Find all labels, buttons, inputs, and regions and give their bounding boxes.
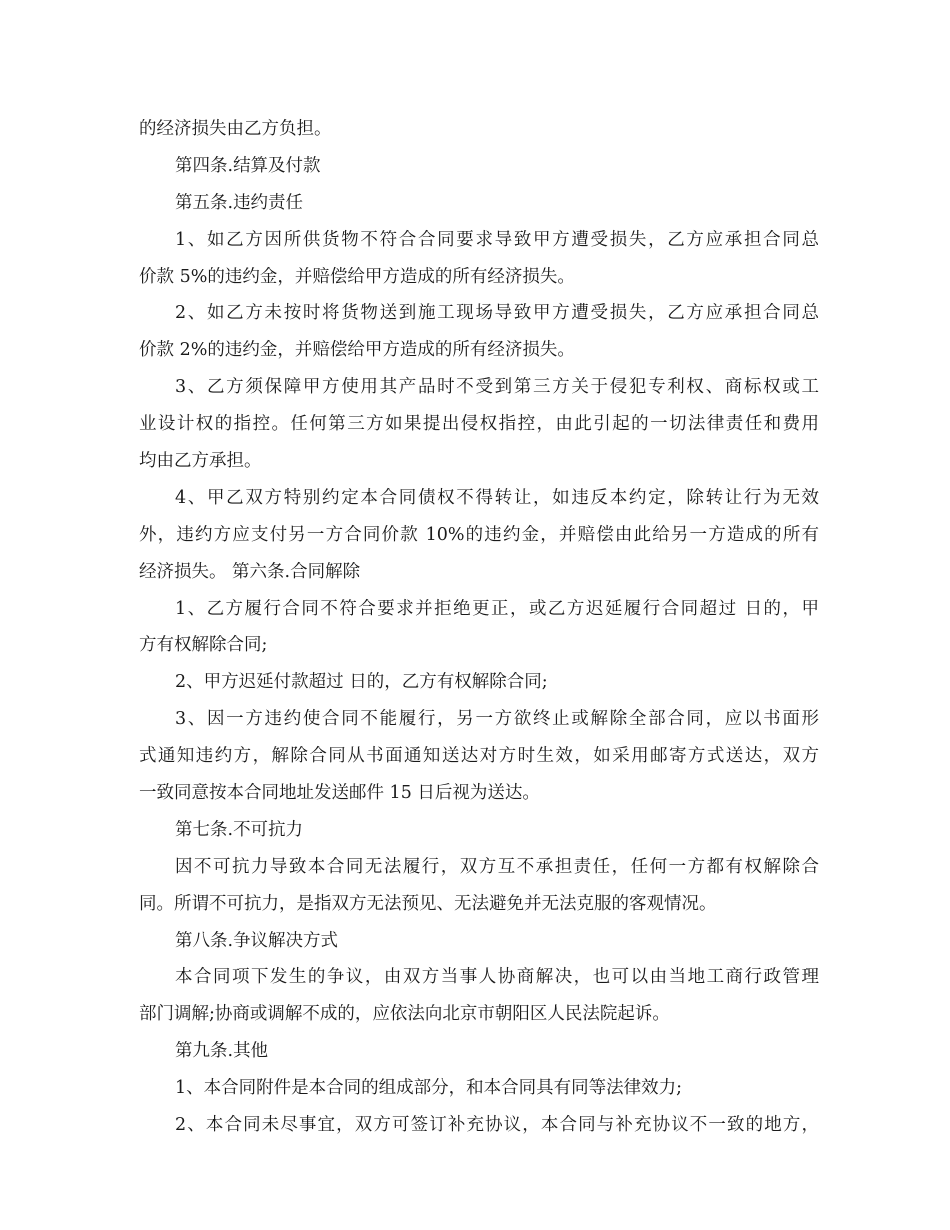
document-line: 第九条.其他: [175, 1041, 269, 1062]
document-line: 因不可抗力导致本合同无法履行，双方互不承担责任，任何一方都有权解除合: [175, 856, 819, 877]
document-line: 方有权解除合同;: [139, 635, 268, 656]
document-line: 价款 5%的违约金，并赔偿给甲方造成的所有经济损失。: [139, 266, 575, 287]
document-line: 1、乙方履行合同不符合要求并拒绝更正，或乙方迟延履行合同超过 日的，甲: [175, 598, 819, 619]
document-line: 本合同项下发生的争议，由双方当事人协商解决，也可以由当地工商行政管理: [175, 967, 819, 988]
document-line: 1、如乙方因所供货物不符合合同要求导致甲方遭受损失，乙方应承担合同总: [175, 229, 819, 250]
document-line: 业设计权的指控。任何第三方如果提出侵权指控，由此引起的一切法律责任和费用: [139, 414, 819, 435]
document-line: 同。所谓不可抗力，是指双方无法预见、无法避免并无法克服的客观情况。: [139, 893, 717, 914]
document-line: 4、甲乙双方特别约定本合同债权不得转让，如违反本约定，除转让行为无效: [175, 487, 819, 508]
document-line: 均由乙方承担。: [139, 451, 262, 472]
document-line: 一致同意按本合同地址发送邮件 15 日后视为送达。: [139, 783, 540, 804]
document-line: 2、甲方迟延付款超过 日的，乙方有权解除合同;: [175, 672, 548, 693]
document-line: 经济损失。 第六条.合同解除: [139, 561, 361, 582]
document-line: 2、本合同未尽事宜，双方可签订补充协议，本合同与补充协议不一致的地方，: [175, 1115, 819, 1136]
document-line: 的经济损失由乙方负担。: [139, 119, 332, 139]
document-line: 部门调解;协商或调解不成的，应依法向北京市朝阳区人民法院起诉。: [139, 1004, 670, 1025]
document-line: 第七条.不可抗力: [175, 819, 304, 840]
document-line: 1、本合同附件是本合同的组成部分，和本合同具有同等法律效力;: [175, 1078, 683, 1099]
document-line: 外，违约方应支付另一方合同价款 10%的违约金，并赔偿由此给另一方造成的所有: [139, 524, 819, 545]
document-line: 价款 2%的违约金，并赔偿给甲方造成的所有经济损失。: [139, 340, 575, 361]
document-line: 第八条.争议解决方式: [175, 930, 339, 951]
document-line: 第五条.违约责任: [175, 192, 304, 213]
document-line: 2、如乙方未按时将货物送到施工现场导致甲方遭受损失，乙方应承担合同总: [175, 303, 819, 324]
document-line: 第四条.结算及付款: [175, 155, 321, 176]
document-line: 3、乙方须保障甲方使用其产品时不受到第三方关于侵犯专利权、商标权或工: [175, 377, 819, 398]
document-body: [139, 111, 819, 1144]
document-line: 3、因一方违约使合同不能履行，另一方欲终止或解除全部合同，应以书面形: [175, 709, 819, 730]
document-line: 式通知违约方，解除合同从书面通知送达对方时生效，如采用邮寄方式送达，双方: [139, 746, 819, 767]
